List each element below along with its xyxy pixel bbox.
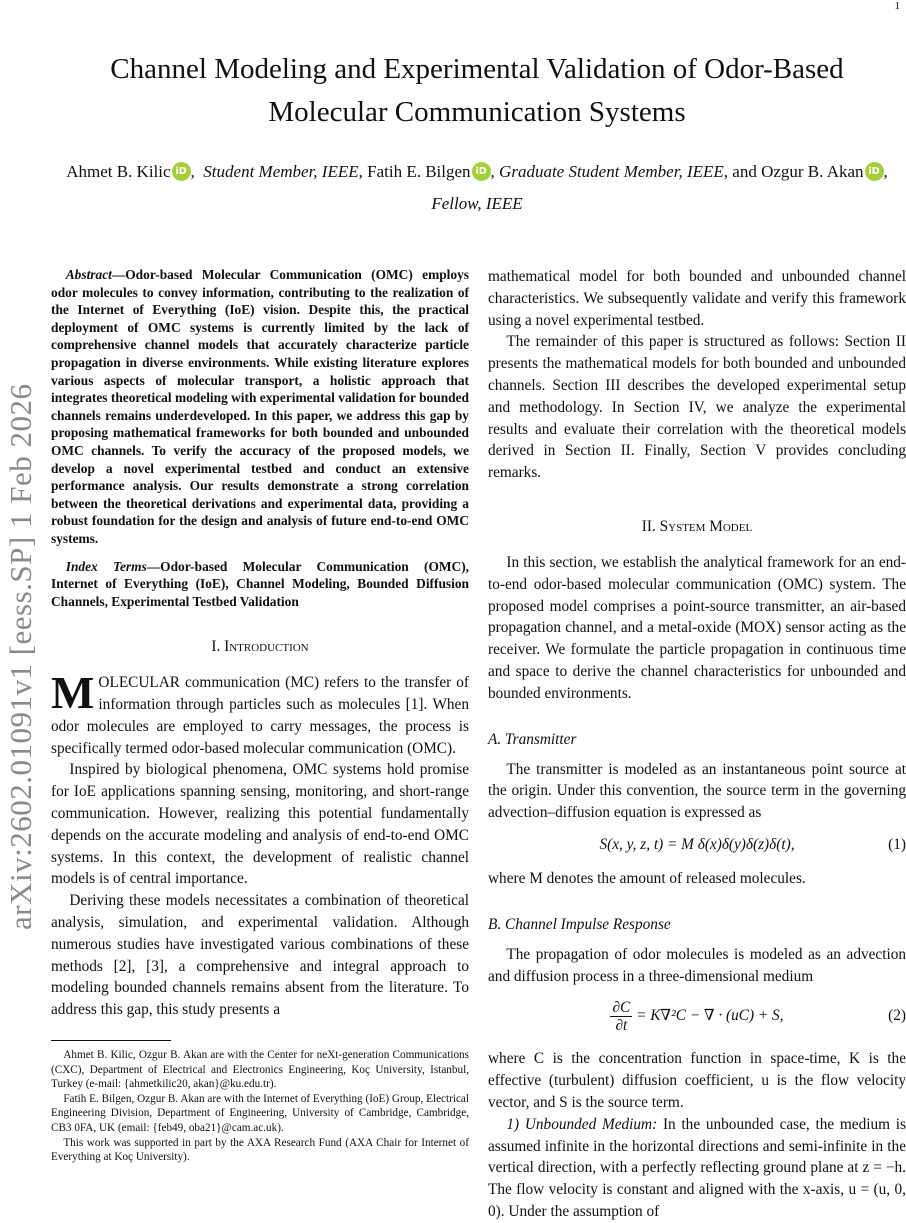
subsection-heading-channel: B. Channel Impulse Response <box>488 915 671 933</box>
author-name: Ahmet B. Kilic <box>66 162 171 181</box>
transmitter-paragraph: The transmitter is modeled as an instantaneous point source at the origin. Under this convention, the source term in the governing advection–diffusion equation is expressed as <box>488 760 906 822</box>
author-role: Fellow, IEEE <box>431 194 523 213</box>
orcid-icon[interactable]: iD <box>865 162 884 181</box>
equation-fraction: $\frac{\partial C}{\partial t}$ <box>612 999 631 1035</box>
equation-number: (1) <box>888 835 906 853</box>
orcid-icon[interactable]: iD <box>172 162 191 181</box>
author-name: Fatih E. Bilgen <box>367 162 471 181</box>
channel-variables-paragraph: where C is the concentration function in space-time, K is the effective (turbulent) diffusion coefficient, u is the flow velocity vector, and S is the source term. <box>488 1050 906 1111</box>
intro-paragraph-2: Inspired by biological phenomena, OMC systems hold promise for IoE applications spanning sensing, monitoring, and short-range communication. However, realizing this potential fundamentally depends on the accurate modeling and analysis of end-to-end OMC systems. In this context, the development of realistic channel models is of central importance. <box>51 761 469 888</box>
footnotes <box>51 1048 469 1165</box>
section-heading-system-model: II. System Model <box>641 517 753 535</box>
author-name: and Ozgur B. Akan <box>732 162 864 181</box>
paper-title: Channel Modeling and Experimental Validation of Odor-Based Molecular Communication Systems <box>110 53 844 128</box>
intro-paragraph-4: The remainder of this paper is structured as follows: Section II presents the mathematical models for both bounded and unbounded channels. Section III describes the developed experimental setup and methodology. In Section IV, we analyze the experimental results and evaluate their correlation with the theoretical models derived in Section II. Finally, Section V provides concluding remarks. <box>488 333 906 482</box>
channel-paragraph: The propagation of odor molecules is modeled as an advection and diffusion process in a three-dimensional medium <box>488 945 906 985</box>
unbounded-medium-paragraph: 1) Unbounded Medium: In the unbounded case, the medium is assumed infinite in the horizontal directions and semi-infinite in the vertical direction, with a perfectly reflecting ground plane at z = −h. The flow velocity is constant and aligned with the x-axis, u = (u, 0, 0). Under the assumption of <box>488 1115 906 1220</box>
arxiv-sidebar-stamp: arXiv:2602.01091v1 [eess.SP] 1 Feb 2026 <box>3 383 38 930</box>
abstract: Abstract—Odor-based Molecular Communication (OMC) employs odor molecules to convey information, contributing to the realization of the Internet of Everything (IoE) vision. Despite this, the practical deployment of OMC systems is currently limited by the lack of comprehensive channel models that accurately characterize particle propagation in diverse environments. While existing literature explores various aspects of molecular transport, a holistic approach that integrates theoretical modeling with experimental validation for bounded channels remains underdeveloped. In this paper, we address this gap by proposing mathematical frameworks for both bounded and unbounded OMC channels. To verify the accuracy of the proposed models, we develop a novel experimental testbed and conduct an extensive performance analysis. Our results demonstrate a strong correlation between the theoretical derivations and experimental data, providing a robust foundation for the design and analysis of future end-to-end OMC systems. <box>51 267 469 546</box>
equation-number: (2) <box>888 1007 906 1025</box>
footnote: Ahmet B. Kilic, Ozgur B. Akan are with the Center for neXt-generation Communications (CXC), Department of Electrical and Electronics Engineering, Koç University, Istanbul, Turkey (e-mail: {ahmetkilic20, akan}@ku.edu.tr). <box>51 1049 469 1091</box>
equation-2: $\frac{\partial C}{\partial t}$ = K∇²C − ∇ · (uC) + S, (2) <box>612 999 906 1035</box>
author-line: Ahmet B. Kilic iD , Student Member, IEEE, Fatih E. Bilgen iD , Graduate Student Member, IEEE, and Ozgur B. Akan iD , Fellow, IEEE <box>66 162 888 213</box>
footnote: Fatih E. Bilgen, Ozgur B. Akan are with the Internet of Everything (IoE) Group, Electrical Engineering Division, Department of Engineering, University of Cambridge, Cambridge, CB3 0FA, UK (email: {feb49, oba21}@cam.ac.uk). <box>51 1092 469 1134</box>
left-column <box>51 266 469 1021</box>
right-column <box>488 266 906 1223</box>
intro-paragraph-3-continued: mathematical model for both bounded and unbounded channel characteristics. We subsequently validate and verify this framework using a novel experimental testbed. <box>488 268 906 329</box>
system-model-paragraph: In this section, we establish the analytical framework for an end-to-end odor-based molecular communication (OMC) system. The proposed model comprises a point-source transmitter, an air-based propagation channel, and a metal-oxide (MOX) sensor acting as the receiver. We formulate the particle propagation in continuous time and space to derive the channel characteristics for unbounded and bounded environments. <box>488 553 906 702</box>
drop-cap: M <box>51 667 95 719</box>
orcid-icon[interactable]: iD <box>472 162 491 181</box>
footnote: This work was supported in part by the AXA Research Fund (AXA Chair for Internet of Everything at Koç University). <box>51 1136 469 1164</box>
intro-paragraph-1: MOLECULAR communication (MC) refers to the transfer of information through particles such as molecules [1]. When odor molecules are employed to carry messages, the process is specifically termed odor-based molecular communication (OMC). <box>51 667 469 757</box>
section-heading-introduction: I. Introduction <box>211 638 309 656</box>
equation-1: S(x, y, z, t) = M δ(x)δ(y)δ(z)δ(t), (1) <box>599 835 906 853</box>
transmitter-note: where M denotes the amount of released molecules. <box>488 869 806 887</box>
footnote-rule <box>51 1040 171 1041</box>
intro-paragraph-3: Deriving these models necessitates a combination of theoretical analysis, simulation, and experimental validation. Although numerous studies have investigated various combinations of these methods [2], [3], a comprehensive and integral approach to modeling bounded channels remains absent from the literature. To address this gap, this study presents a <box>51 892 469 1019</box>
subsection-heading-transmitter: A. Transmitter <box>488 730 577 748</box>
page-number: 1 <box>894 0 900 12</box>
index-terms: Index Terms—Odor-based Molecular Communication (OMC), Internet of Everything (IoE), Channel Modeling, Bounded Diffusion Channels, Experimental Testbed Validation <box>51 558 470 609</box>
author-role: Student Member, IEEE <box>203 162 359 181</box>
author-role: Graduate Student Member, IEEE <box>499 162 724 181</box>
